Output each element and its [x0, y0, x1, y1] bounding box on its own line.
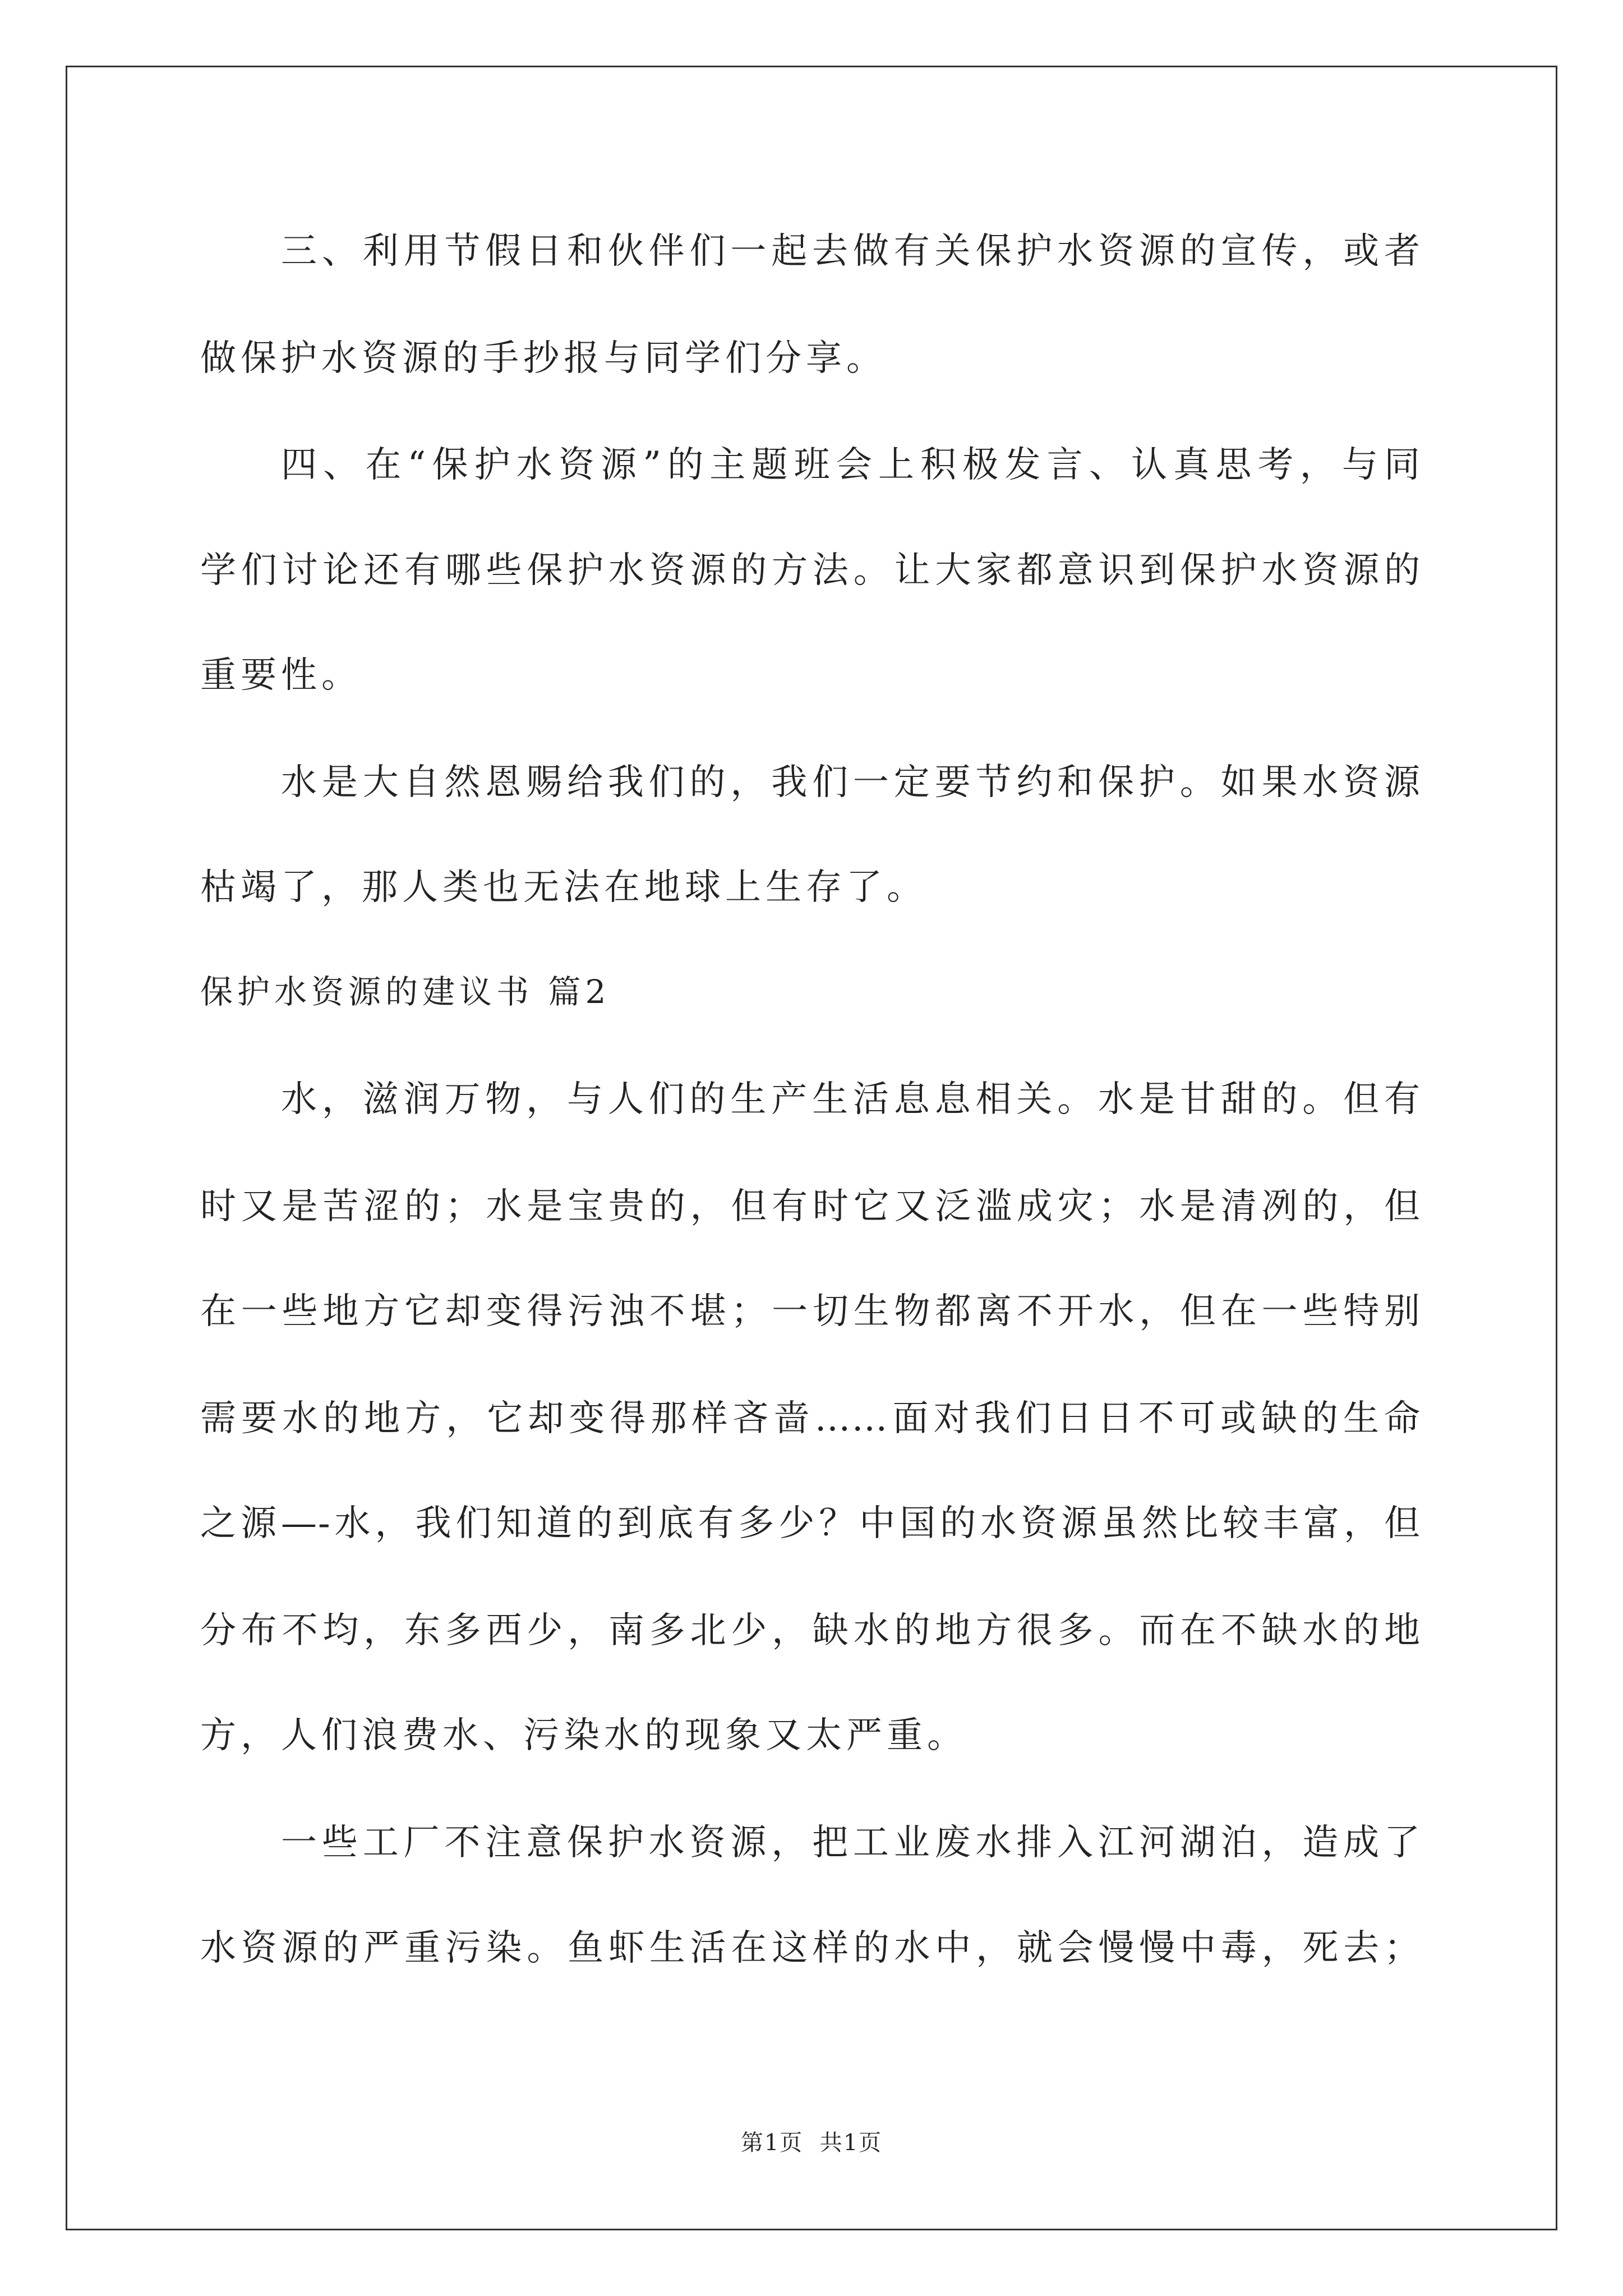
- paragraph-line: 之源—-水，我们知道的到底有多少？中国的水资源虽然比较丰富，但: [200, 1503, 1421, 1544]
- paragraph-line: 方，人们浪费水、污染水的现象又太严重。: [200, 1715, 967, 1756]
- section-heading: 保护水资源的建议书 篇2: [200, 973, 611, 1011]
- paragraph-line: 时又是苦涩的；水是宝贵的，但有时它又泛滥成灾；水是清冽的，但: [200, 1186, 1421, 1227]
- page-footer: 第1页 共1页: [740, 2130, 883, 2156]
- paragraph-line: 分布不均，东多西少，南多北少，缺水的地方很多。而在不缺水的地: [200, 1610, 1421, 1651]
- paragraph-line: 水资源的严重污染。鱼虾生活在这样的水中，就会慢慢中毒，死去；: [200, 1927, 1421, 1969]
- paragraph-line: 做保护水资源的手抄报与同学们分享。: [200, 338, 887, 379]
- paragraph-line: 水，滋润万物，与人们的生产生活息息相关。水是甘甜的。但有: [281, 1079, 1421, 1120]
- paragraph-line: 一些工厂不注意保护水资源，把工业废水排入江河湖泊，造成了: [281, 1822, 1421, 1864]
- page-border: [66, 66, 1557, 2230]
- paragraph-line: 学们讨论还有哪些保护水资源的方法。让大家都意识到保护水资源的: [200, 550, 1421, 591]
- paragraph-line: 重要性。: [200, 655, 362, 696]
- paragraph-line: 需要水的地方，它却变得那样吝啬……面对我们日日不可或缺的生命: [200, 1398, 1421, 1439]
- paragraph-line: 在一些地方它却变得污浊不堪；一切生物都离不开水，但在一些特别: [200, 1291, 1421, 1332]
- paragraph-line: 三、利用节假日和伙伴们一起去做有关保护水资源的宣传，或者: [281, 231, 1421, 272]
- paragraph-line: 枯竭了，那人类也无法在地球上生存了。: [200, 867, 927, 908]
- paragraph-line: 水是大自然恩赐给我们的，我们一定要节约和保护。如果水资源: [281, 762, 1421, 803]
- paragraph-line: 四、在“保护水资源”的主题班会上积极发言、认真思考，与同: [281, 444, 1421, 486]
